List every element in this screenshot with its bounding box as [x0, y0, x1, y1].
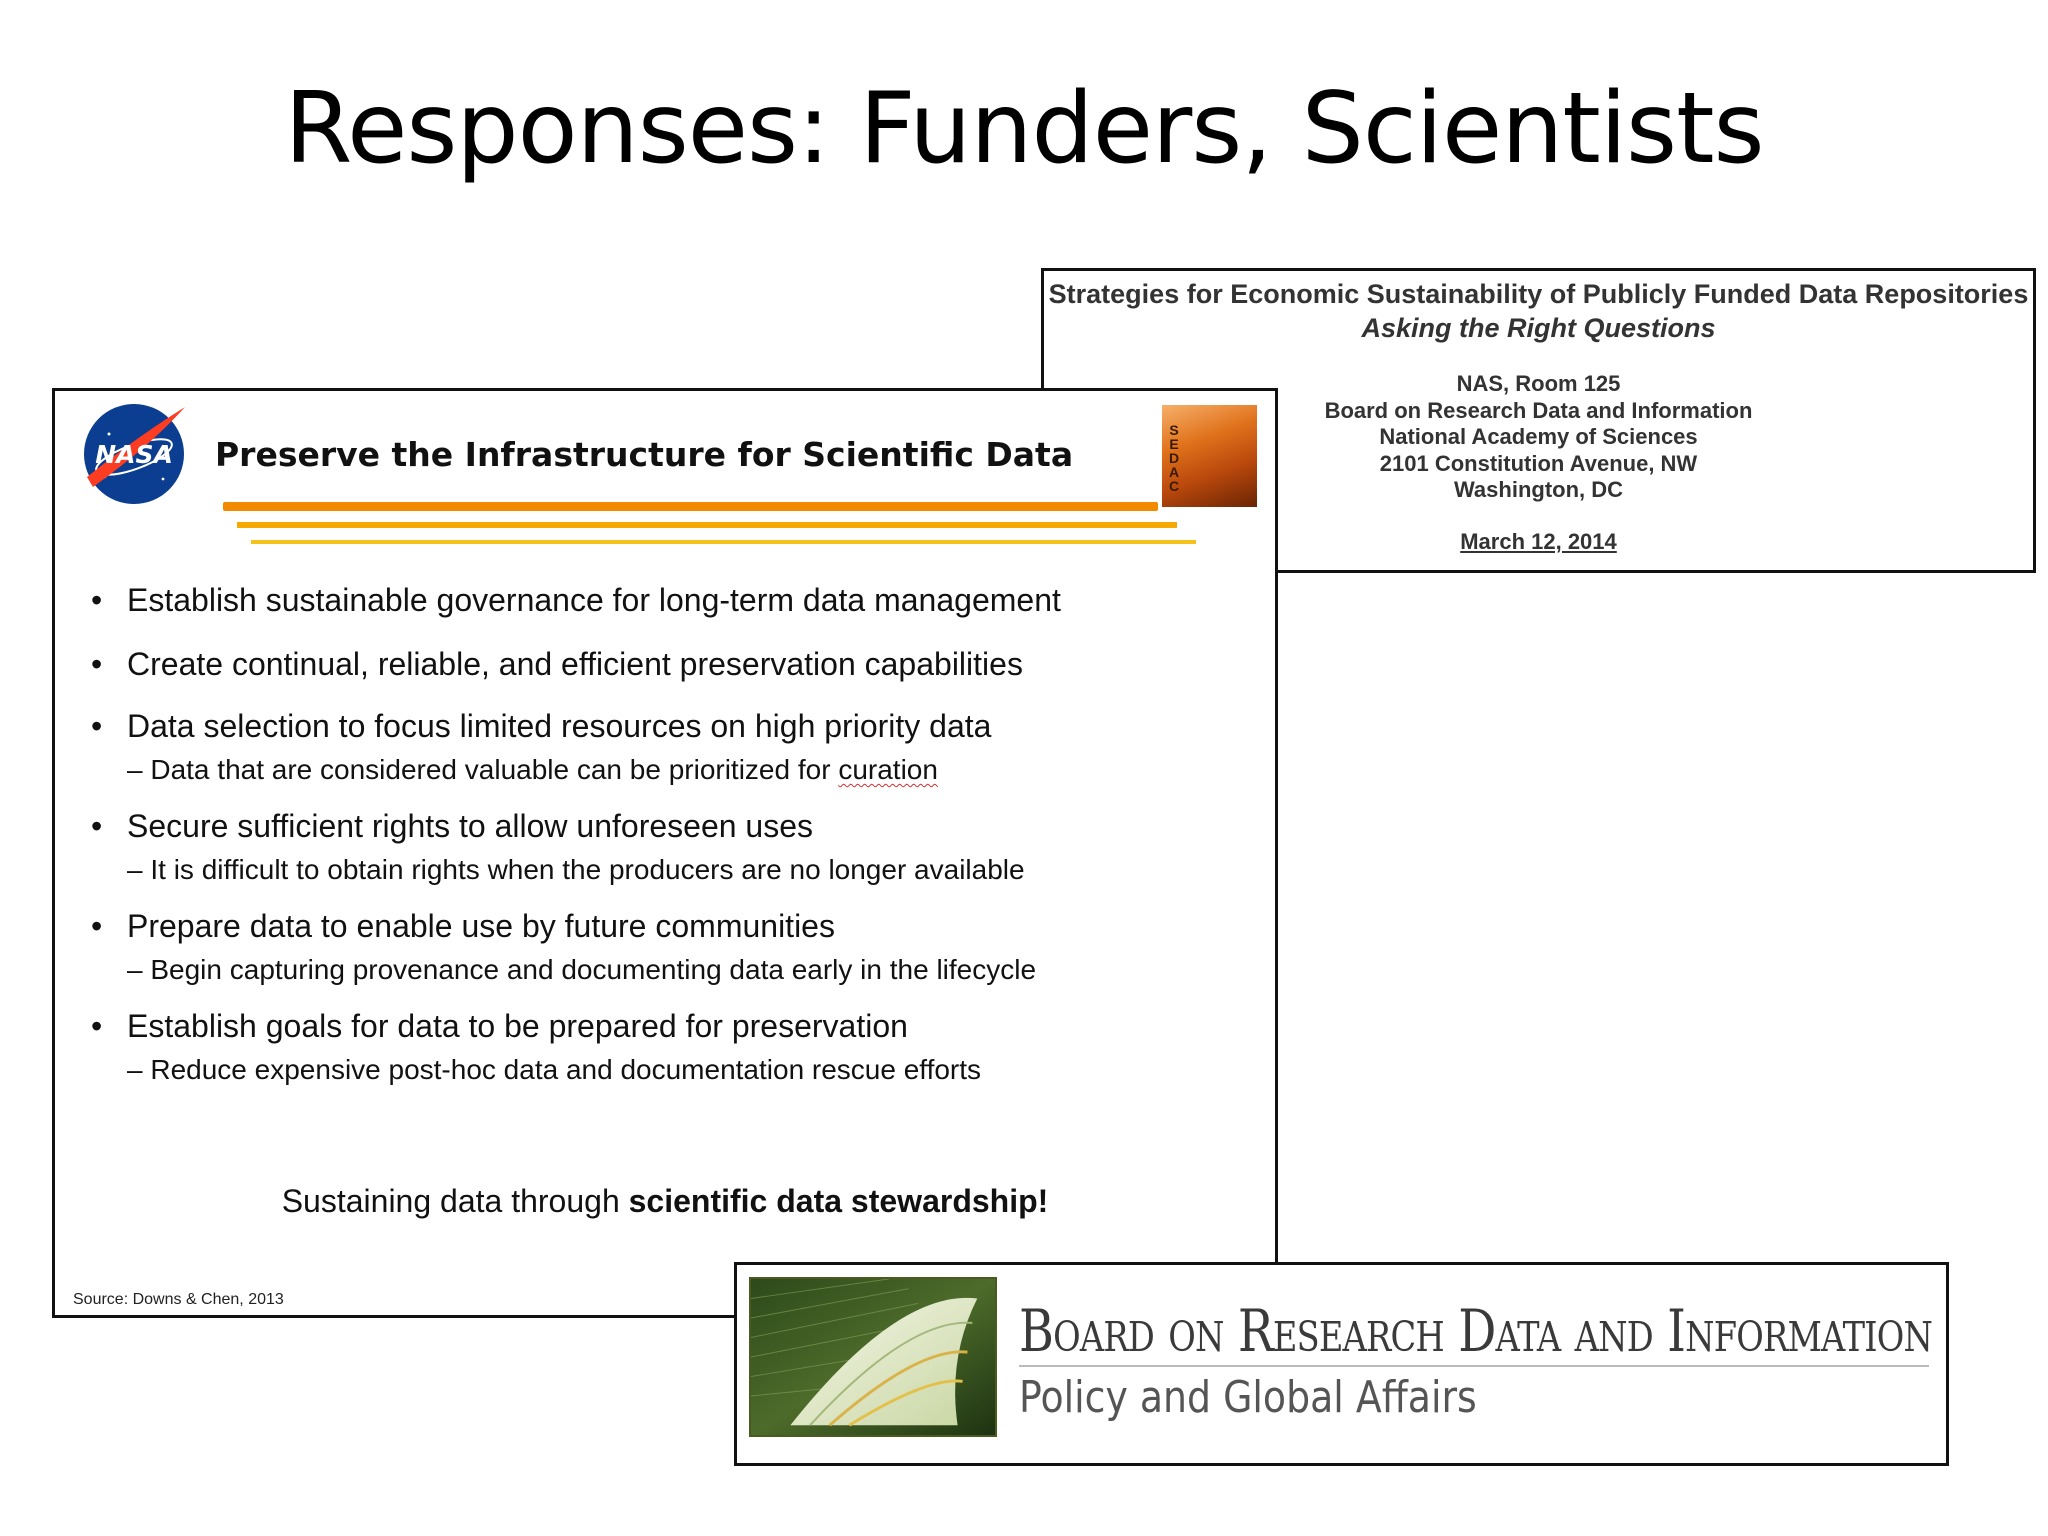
bullet-text: Data selection to focus limited resources on high priority data: [127, 708, 992, 744]
bullet-icon: •: [91, 908, 103, 944]
strategies-subtitle: Asking the Right Questions: [1361, 313, 1716, 343]
bullet-text: Establish goals for data to be prepared for preservation: [127, 1008, 908, 1044]
board-subtitle: Policy and Global Affairs: [1019, 1372, 1477, 1423]
bullet-icon: •: [91, 808, 103, 844]
board-divider: [1019, 1365, 1929, 1367]
strategies-date: March 12, 2014: [1460, 529, 1617, 554]
board-banner-card: [734, 1262, 1949, 1466]
dash-icon: –: [127, 954, 143, 985]
dash-icon: –: [127, 854, 143, 885]
nasa-logo-icon: [79, 399, 189, 509]
source-note: Source: Downs & Chen, 2013: [73, 1291, 284, 1308]
closing-statement: [55, 1183, 1275, 1220]
sub-bullet-text: Begin capturing provenance and documenting data early in the lifecycle: [150, 954, 1037, 985]
bullet-item: [91, 707, 1251, 745]
address-line: 2101 Constitution Avenue, NW: [1379, 450, 1698, 476]
sub-bullet: [91, 1053, 1251, 1087]
bullet-item: [91, 1007, 1251, 1045]
sub-bullet: [91, 753, 1251, 787]
address-line: Washington, DC: [1453, 477, 1624, 502]
bullet-icon: •: [91, 582, 103, 618]
bullet-text: Establish sustainable governance for long-term data management: [127, 582, 1061, 618]
bullet-text: Create continual, reliable, and efficient preservation capabilities: [127, 646, 1023, 682]
bullet-list: [91, 581, 1251, 1087]
sub-bullet-text: Reduce expensive post-hoc data and documentation rescue efforts: [150, 1054, 982, 1085]
orange-rule: [223, 502, 1158, 511]
sub-bullet: [91, 953, 1251, 987]
bullet-item: [91, 581, 1251, 619]
strategies-title: Strategies for Economic Sustainability of Publicly Funded Data Repositories: [1048, 279, 2029, 309]
orange-rule: [237, 522, 1177, 528]
bullet-item: [91, 645, 1251, 683]
bullet-icon: •: [91, 646, 103, 682]
closing-text: Sustaining data through: [281, 1183, 629, 1219]
sedac-logo: [1162, 405, 1257, 507]
sub-bullet-text: It is difficult to obtain rights when the producers are no longer available: [150, 854, 1025, 885]
address-line: NAS, Room 125: [1456, 371, 1621, 396]
nasa-logo-text: NASA: [95, 440, 173, 469]
sub-bullet: [91, 853, 1251, 887]
bullet-text: Secure sufficient rights to allow unforeseen uses: [127, 808, 814, 844]
address-line: National Academy of Sciences: [1379, 424, 1698, 449]
bullet-icon: •: [91, 708, 103, 744]
sedac-logo-text: SEDAC: [1166, 422, 1182, 492]
slide-title: Responses: Funders, Scientists: [284, 72, 1764, 186]
nasa-slide-card: [52, 388, 1278, 1318]
dash-icon: –: [127, 1054, 143, 1085]
bullet-item: [91, 807, 1251, 845]
nasa-heading: Preserve the Infrastructure for Scientific Data: [215, 435, 1074, 474]
yellow-rule: [251, 540, 1196, 544]
bullet-icon: •: [91, 1008, 103, 1044]
bullet-text: Prepare data to enable use by future communities: [127, 908, 835, 944]
bullet-item: [91, 907, 1251, 945]
misspelled-word: curation: [838, 754, 938, 785]
address-line: Board on Research Data and Information: [1324, 397, 1753, 423]
sub-bullet-text: Data that are considered valuable can be prioritized for: [150, 754, 831, 785]
closing-emphasis: scientific data stewardship!: [628, 1183, 1049, 1219]
dash-icon: –: [127, 754, 143, 785]
board-title: Board on Research Data and Information: [1019, 1297, 1933, 1365]
book-logo-image: [749, 1277, 997, 1437]
